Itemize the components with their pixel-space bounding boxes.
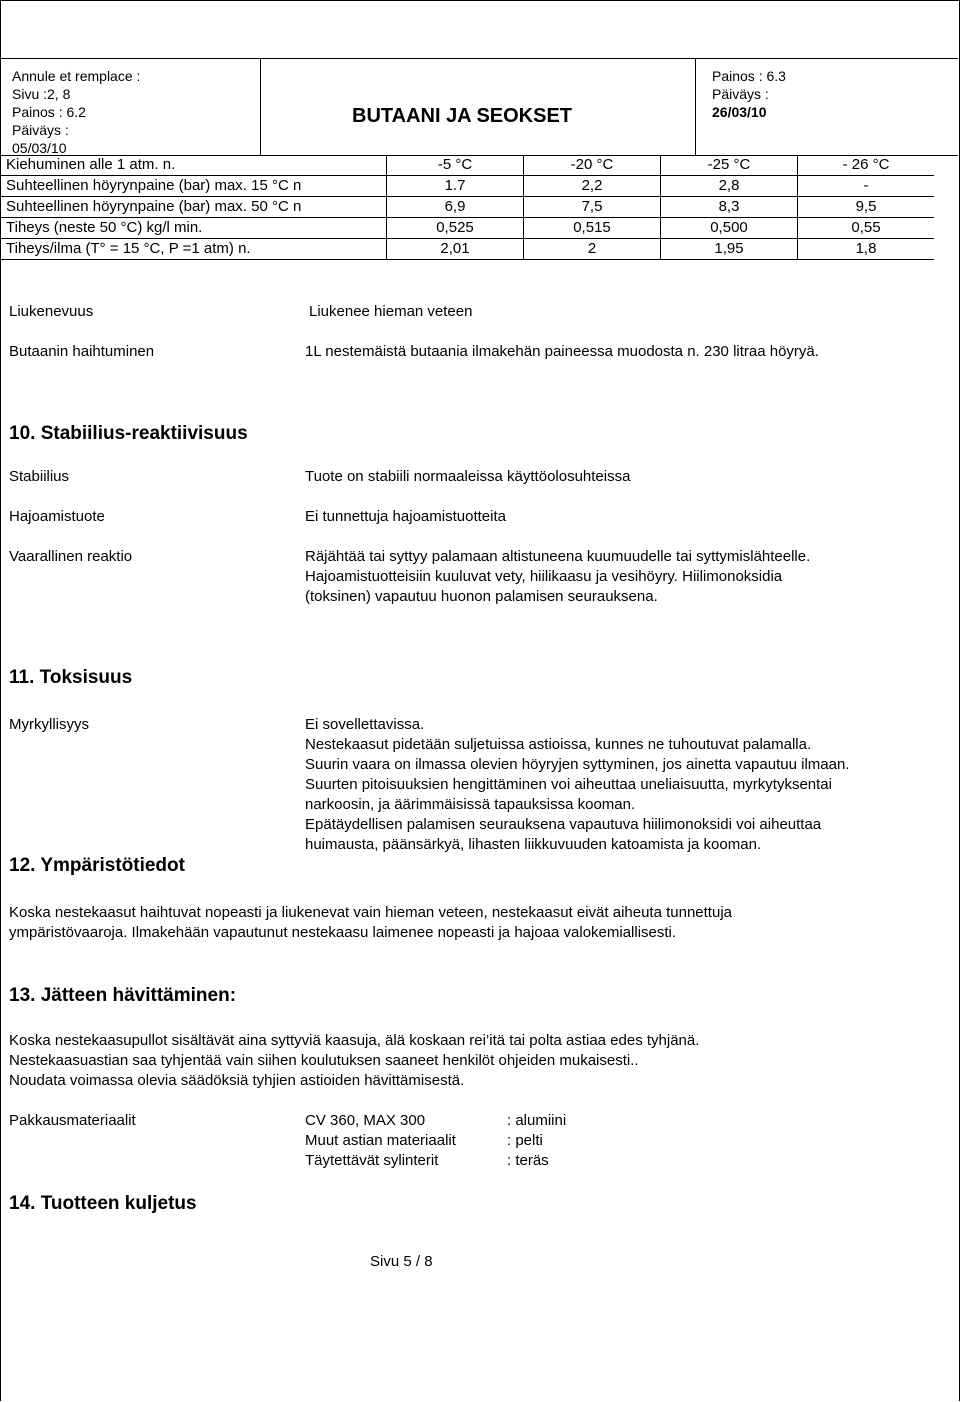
property-value: 2 (524, 239, 661, 260)
toxicity-line: Suurin vaara on ilmassa olevien höyryjen syttyminen, jos ainetta vapautuu ilmaan. (305, 756, 850, 773)
table-row (0, 155, 934, 176)
header-right-line-2: Päiväys : (712, 86, 769, 102)
property-value: -5 °C (387, 155, 524, 176)
solubility-label: Liukenevuus (9, 303, 94, 320)
toxicity-line: Suurten pitoisuuksien hengittäminen voi aiheuttaa uneliaisuutta, myrkytyksentai (305, 776, 832, 793)
property-value: 2,01 (387, 239, 524, 260)
property-value: -25 °C (661, 155, 798, 176)
stability-value: Tuote on stabiili normaaleissa käyttöolosuhteissa (305, 468, 631, 485)
header-left-line-5: 05/03/10 (12, 140, 67, 156)
section-12-heading: 12. Ympäristötiedot (9, 855, 185, 876)
hazardous-reaction-line: (toksinen) vapautuu huonon palamisen seurauksena. (305, 588, 658, 605)
stability-label: Stabiilius (9, 468, 70, 485)
header-left-line-4: Päiväys : (12, 122, 69, 138)
toxicity-line: Ei sovellettavissa. (305, 716, 425, 733)
property-label: Suhteellinen höyrynpaine (bar) max. 15 °C n (0, 176, 387, 197)
hazardous-reaction-label: Vaarallinen reaktio (9, 548, 133, 565)
decomposition-value: Ei tunnettuja hajoamistuotteita (305, 508, 506, 525)
decomposition-label: Hajoamistuote (9, 508, 105, 525)
property-value: 6,9 (387, 197, 524, 218)
solubility-value: Liukenee hieman veteen (309, 303, 473, 320)
section-10-heading: 10. Stabiilius-reaktiivisuus (9, 423, 248, 444)
packaging-material: : alumiini (507, 1112, 567, 1129)
disposal-line: Noudata voimassa olevia säädöksiä tyhjien astioiden hävittämisestä. (9, 1072, 465, 1089)
property-value: 0,515 (524, 218, 661, 239)
property-value: - (798, 176, 935, 197)
property-value: 0,55 (798, 218, 935, 239)
header-left-line-3: Painos : 6.2 (12, 104, 86, 120)
property-label: Tiheys (neste 50 °C) kg/l min. (0, 218, 387, 239)
properties-table (0, 155, 934, 260)
property-value: 0,525 (387, 218, 524, 239)
document-title: BUTAANI JA SEOKSET (352, 105, 573, 127)
toxicity-line: narkoosin, ja äärimmäisissä tapauksissa kooman. (305, 796, 636, 813)
header-left-line-1: Annule et remplace : (12, 68, 141, 84)
header-right-box (695, 59, 959, 155)
property-value: 2,8 (661, 176, 798, 197)
toxicity-line: Epätäydellisen palamisen seurauksena vapautuva hiilimonoksidi voi aiheuttaa (305, 816, 822, 833)
disposal-line: Koska nestekaasupullot sisältävät aina syttyviä kaasuja, älä koskaan rei’itä tai polta astiaa edes tyhjänä. (9, 1032, 700, 1049)
toxicity-line: Nestekaasut pidetään suljetuissa astioissa, kunnes ne tuhoutuvat palamalla. (305, 736, 812, 753)
table-row (0, 197, 934, 218)
packaging-material: : teräs (507, 1152, 549, 1169)
property-value: 1,95 (661, 239, 798, 260)
section-14-heading: 14. Tuotteen kuljetus (9, 1193, 197, 1214)
environment-line: Koska nestekaasut haihtuvat nopeasti ja liukenevat vain hieman veteen, nestekaasut eivät aiheuta tunnettuja (9, 904, 732, 921)
property-value: 1.7 (387, 176, 524, 197)
header-left-line-2: Sivu :2, 8 (12, 86, 71, 102)
document-header (0, 58, 958, 156)
page-number: Sivu 5 / 8 (370, 1253, 433, 1270)
packaging-label: Pakkausmateriaalit (9, 1112, 136, 1129)
evaporation-value: 1L nestemäistä butaania ilmakehän paineessa muodosta n. 230 litraa höyryä. (305, 343, 819, 360)
table-row (0, 218, 934, 239)
evaporation-label: Butaanin haihtuminen (9, 343, 155, 360)
table-row (0, 176, 934, 197)
hazardous-reaction-line: Hajoamistuotteisiin kuuluvat vety, hiilikaasu ja vesihöyry. Hiilimonoksidia (305, 568, 783, 585)
property-value: - 26 °C (798, 155, 935, 176)
property-value: 7,5 (524, 197, 661, 218)
table-row (0, 239, 934, 260)
property-value: 0,500 (661, 218, 798, 239)
header-left-box (0, 59, 261, 155)
header-right-line-1: Painos : 6.3 (712, 68, 786, 84)
property-value: 9,5 (798, 197, 935, 218)
hazardous-reaction-line: Räjähtää tai syttyy palamaan altistuneena kuumuudelle tai syttymislähteelle. (305, 548, 811, 565)
property-value: -20 °C (524, 155, 661, 176)
property-value: 1,8 (798, 239, 935, 260)
packaging-item: Muut astian materiaalit (305, 1132, 456, 1149)
packaging-item: CV 360, MAX 300 (305, 1112, 426, 1129)
toxicity-line: huimausta, päänsärkyä, lihasten liikkuvuuden katoamista ja kooman. (305, 836, 762, 853)
packaging-material: : pelti (507, 1132, 543, 1149)
disposal-line: Nestekaasuastian saa tyhjentää vain siihen koulutuksen saaneet henkilöt ohjeiden mukaisesti.. (9, 1052, 639, 1069)
property-label: Kiehuminen alle 1 atm. n. (0, 155, 387, 176)
environment-line: ympäristövaaroja. Ilmakehään vapautunut nestekaasu laimenee nopeasti ja hajoaa valokemiallisesti. (9, 924, 677, 941)
packaging-item: Täytettävät sylinterit (305, 1152, 439, 1169)
toxicity-label: Myrkyllisyys (9, 716, 89, 733)
property-value: 8,3 (661, 197, 798, 218)
property-label: Suhteellinen höyrynpaine (bar) max. 50 °C n (0, 197, 387, 218)
property-label: Tiheys/ilma (T° = 15 °C, P =1 atm) n. (0, 239, 387, 260)
section-13-heading: 13. Jätteen hävittäminen: (9, 985, 237, 1006)
header-right-line-3: 26/03/10 (712, 104, 767, 120)
property-value: 2,2 (524, 176, 661, 197)
section-11-heading: 11. Toksisuus (9, 667, 133, 688)
